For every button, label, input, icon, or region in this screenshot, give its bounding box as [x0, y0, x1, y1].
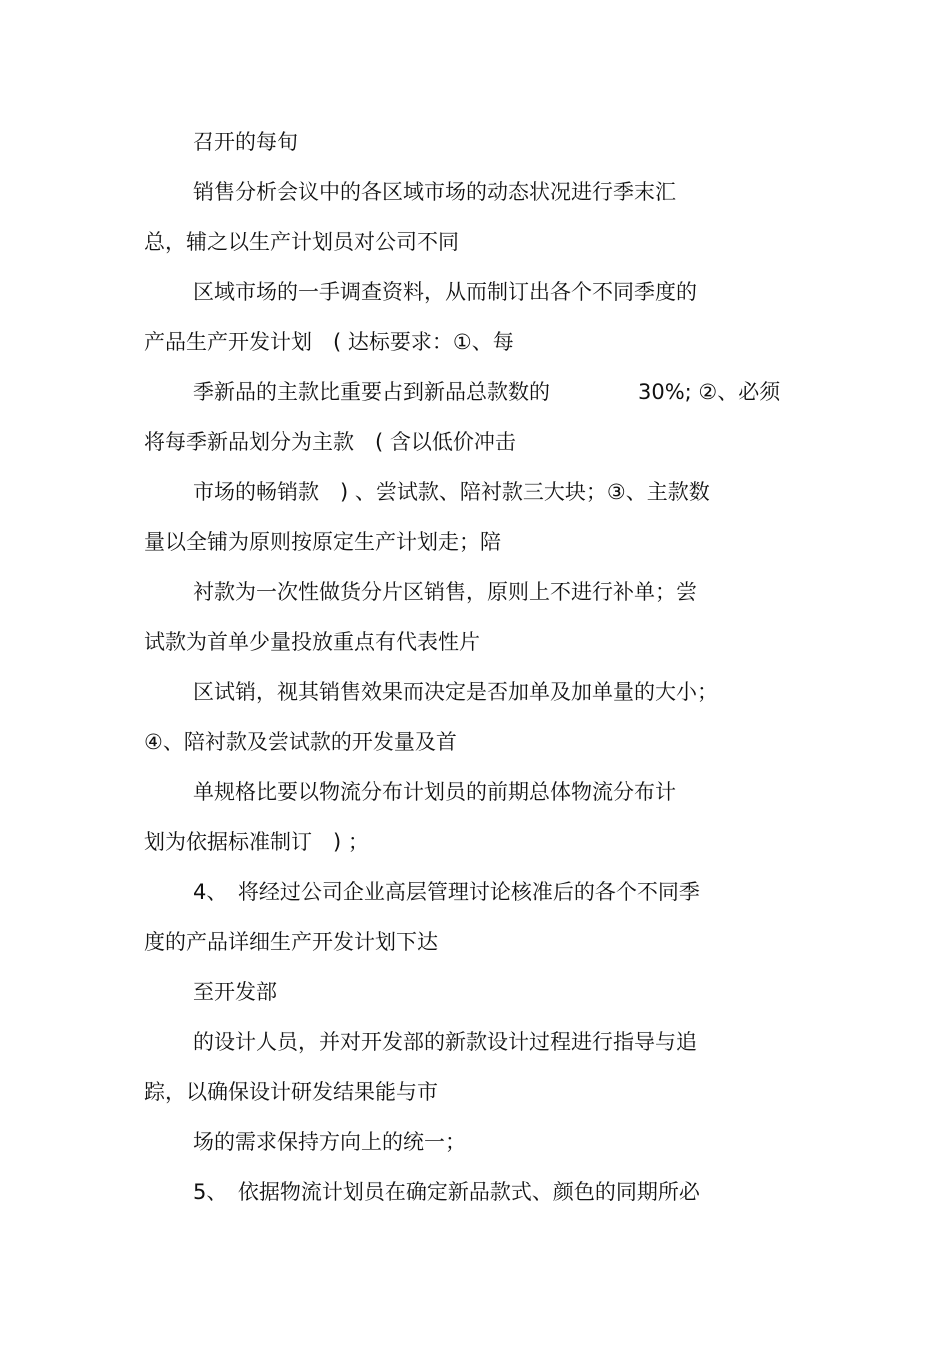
- text-line: 的设计人员，并对开发部的新款设计过程进行指导与追: [193, 1030, 697, 1054]
- text-line: 区域市场的一手调查资料，从而制订出各个不同季度的: [193, 280, 697, 304]
- text-line: 季新品的主款比重要占到新品总款数的: [193, 380, 550, 404]
- text-line: 度的产品详细生产开发计划下达: [144, 930, 438, 954]
- text-line: 至开发部: [193, 980, 277, 1004]
- text-line: 试款为首单少量投放重点有代表性片: [144, 630, 480, 654]
- text-line: 区试销，视其销售效果而决定是否加单及加单量的大小；: [193, 680, 718, 704]
- text-line: 总，辅之以生产计划员对公司不同: [144, 230, 459, 254]
- text-line: 单规格比要以物流分布计划员的前期总体物流分布计: [193, 780, 676, 804]
- text-line: 5、 依据物流计划员在确定新品款式、颜色的同期所必: [193, 1180, 700, 1204]
- text-line: 衬款为一次性做货分片区销售，原则上不进行补单；尝: [193, 580, 697, 604]
- text-line: 产品生产开发计划 ( 达标要求：①、每: [144, 330, 514, 354]
- text-line: 销售分析会议中的各区域市场的动态状况进行季末汇: [193, 180, 676, 204]
- text-line: 场的需求保持方向上的统一；: [193, 1130, 466, 1154]
- text-line: ④、陪衬款及尝试款的开发量及首: [144, 730, 457, 754]
- text-line: 30%; ②、必须: [638, 380, 781, 404]
- text-line: 量以全铺为原则按原定生产计划走；陪: [144, 530, 501, 554]
- text-line: 召开的每旬: [193, 130, 298, 154]
- text-line: 踪，以确保设计研发结果能与市: [144, 1080, 438, 1104]
- text-line: 4、 将经过公司企业高层管理讨论核准后的各个不同季: [193, 880, 700, 904]
- text-line: 划为依据标准制订 ) ；: [144, 830, 369, 854]
- text-line: 市场的畅销款 ) 、尝试款、陪衬款三大块；③、主款数: [193, 480, 710, 504]
- text-line: 将每季新品划分为主款 ( 含以低价冲击: [144, 430, 516, 454]
